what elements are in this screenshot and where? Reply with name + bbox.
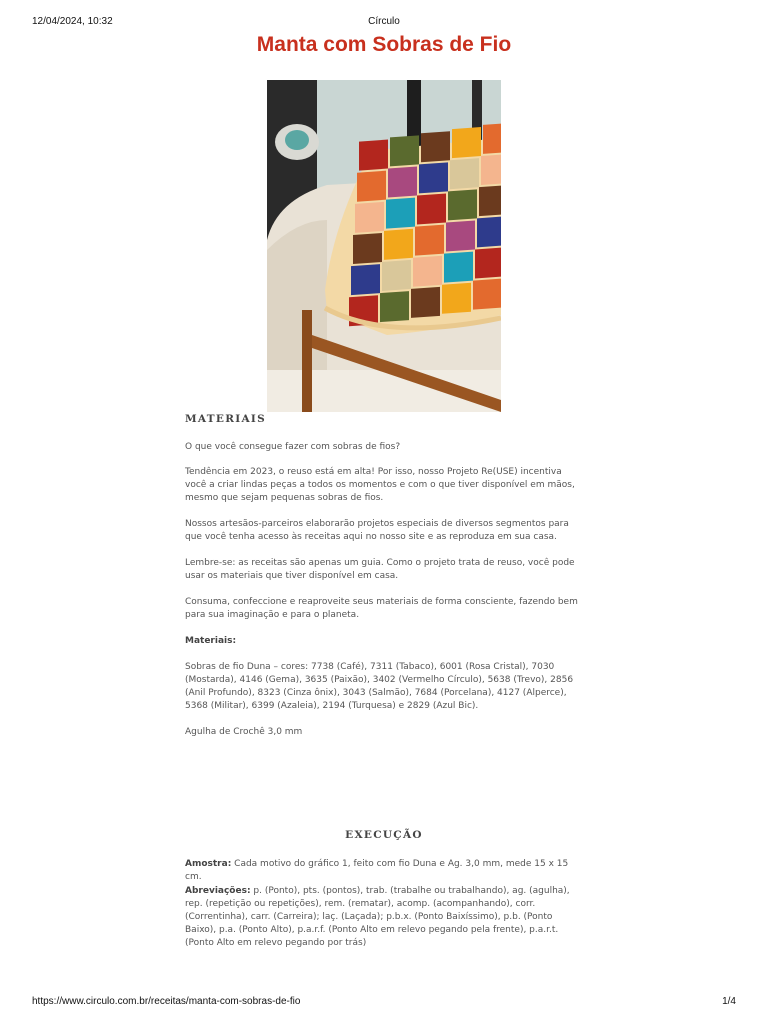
materials-label	[185, 635, 585, 648]
sample-label: Amostra:	[185, 859, 232, 869]
materials-yarn-text: Sobras de fio Duna – cores: 7738 (Café), 7311 (Tabaco), 6001 (Rosa Cristal), 7030 (Mostarda), 4146 (Gema), 3635 (Paixão), 3402 (Vermelho Círculo), 5638 (Trevo), 2856 (Anil Profundo), 8323 (Cinza ônix), 3043 (Salmão), 7684 (Porcelana), 4127 (Alperce), 5368 (Militar), 6399 (Azaleia), 2194 (Turquesa) e 2829 (Azul Bic).	[185, 662, 574, 711]
materials-label-text: Materiais:	[185, 636, 237, 646]
blanket-square	[359, 140, 388, 171]
paragraph-trend-text: Tendência em 2023, o reuso está em alta! Por isso, nosso Projeto Re(USE) incentiva você a criar lindas peças a todos os momentos e com o que tiver disponível em mãos, mesmo que sejam pequenas sobras de fios.	[185, 467, 575, 503]
paragraph-reminder-text: Lembre-se: as receitas são apenas um guia. Como o projeto trata de reuso, você pode usar os materiais que tiver disponível em casa.	[185, 558, 575, 581]
blanket-square	[357, 171, 386, 202]
paragraph-partners	[185, 518, 585, 544]
execution-heading: EXECUÇÃO	[345, 829, 423, 841]
materials-heading: MATERIAIS	[185, 413, 266, 425]
paragraph-partners-text: Nossos artesãos-parceiros elaborarão projetos especiais de diversos segmentos para que você tenha acesso às receitas aqui no nosso site e as reproduza em sua casa.	[185, 519, 569, 542]
intro-question	[185, 441, 585, 454]
blanket-square	[388, 167, 417, 198]
abbreviations-paragraph	[185, 885, 585, 950]
paragraph-reminder	[185, 557, 585, 583]
intro-question-text: O que você consegue fazer com sobras de fios?	[185, 442, 401, 452]
paragraph-consume-text: Consuma, confeccione e reaproveite seus materiais de forma consciente, fazendo bem para sua imaginação e para o planeta.	[185, 597, 578, 620]
blanket-square	[421, 131, 450, 162]
blanket-square	[355, 202, 384, 233]
blanket-square	[452, 127, 481, 158]
blanket-square	[390, 135, 419, 166]
blanket-square	[483, 123, 501, 154]
blanket-square	[446, 220, 475, 251]
blanket-square	[413, 256, 442, 287]
blanket-square	[384, 229, 413, 260]
blanket-square	[386, 198, 415, 229]
materials-needle	[185, 726, 585, 739]
page-title: Manta com Sobras de Fio	[256, 33, 512, 56]
print-site-title: Círculo	[368, 16, 400, 27]
paragraph-trend	[185, 466, 585, 505]
blanket-square	[479, 185, 501, 216]
blanket-square	[473, 279, 501, 310]
sample-text: Cada motivo do gráfico 1, feito com fio Duna e Ag. 3,0 mm, mede 15 x 15 cm.	[185, 859, 569, 882]
materials-yarn-list	[185, 661, 585, 713]
sample-line	[185, 858, 585, 884]
blanket-square	[382, 260, 411, 291]
abbreviations-text: p. (Ponto), pts. (pontos), trab. (trabalhe ou trabalhando), ag. (agulha), rep. (repetição ou repetições), rem. (rematar), acomp. (acompanhando), corr. (Correntinha), carr. (Carreira); laç. (Laçada); p.b.x. (Ponto Baixíssimo), p.b. (Ponto Baixo), p.a. (Ponto Alto), p.a.r.f. (Ponto Alto em relevo pegando pela frente), p.a.r.t. (Ponto Alto em relevo pegando por trás)	[185, 886, 570, 948]
blanket-photo	[267, 80, 501, 412]
blanket-square	[444, 252, 473, 283]
blanket-square	[442, 283, 471, 314]
materials-needle-text: Agulha de Crochê 3,0 mm	[185, 727, 303, 737]
blanket-square	[475, 247, 501, 278]
blanket-square	[448, 189, 477, 220]
page-url-link[interactable]: https://www.circulo.com.br/receitas/manta-com-sobras-de-fio	[32, 996, 301, 1007]
paragraph-consume	[185, 596, 585, 622]
blanket-square	[353, 233, 382, 264]
blanket-square	[481, 154, 501, 185]
abbreviations-label: Abreviações:	[185, 886, 251, 896]
print-header	[32, 16, 736, 30]
blanket-square	[380, 291, 409, 322]
blanket-square	[417, 193, 446, 224]
blanket-square	[419, 162, 448, 193]
blanket-square	[477, 216, 501, 247]
page-number: 1/4	[722, 996, 736, 1007]
blanket-square	[351, 264, 380, 295]
print-datetime: 12/04/2024, 10:32	[32, 16, 113, 27]
blanket-square	[450, 158, 479, 189]
blanket-square	[415, 225, 444, 256]
print-footer	[32, 996, 736, 1010]
blanket-square	[411, 287, 440, 318]
abbreviations-line	[185, 885, 585, 950]
sample-paragraph	[185, 858, 585, 884]
